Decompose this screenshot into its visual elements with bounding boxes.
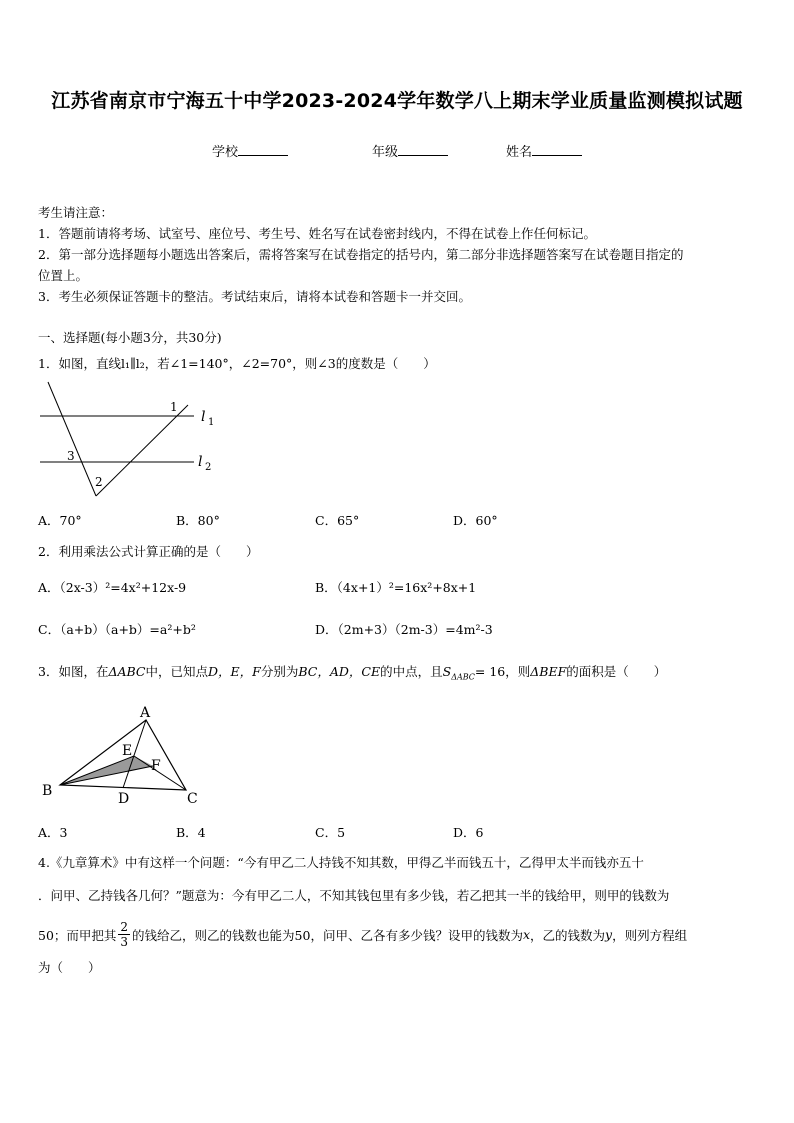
q4-line-3b: 的钱给乙，则乙的钱数也能为50，问甲、乙各有多少钱？设甲的钱数为 bbox=[132, 927, 523, 943]
q1-option-d[interactable]: D．60° bbox=[453, 513, 498, 528]
point-f-label: F bbox=[151, 758, 161, 774]
q2-option-b[interactable]: B．（4x+1）²=16x²+8x+1 bbox=[315, 580, 477, 595]
q4-line-3 bbox=[38, 920, 687, 949]
l2-sub: 2 bbox=[205, 462, 212, 473]
q2-option-c[interactable]: C．（a+b）（a+b）=a²+b² bbox=[38, 622, 196, 637]
angle-1-label: 1 bbox=[170, 400, 178, 414]
point-c-label: C bbox=[187, 791, 198, 807]
grade-field[interactable] bbox=[372, 141, 448, 160]
q3-text-6: 的面积是（ ） bbox=[566, 664, 667, 679]
q1-option-a[interactable]: A．70° bbox=[38, 513, 82, 528]
q3-segments: BC，AD，CE bbox=[298, 664, 381, 679]
q4-line-3d: ，则列方程组 bbox=[612, 927, 688, 943]
q3-text-4: 的中点，且 bbox=[380, 664, 443, 679]
transversal-left bbox=[48, 382, 96, 496]
q1-option-b[interactable]: B．80° bbox=[176, 513, 220, 528]
q3-area-value: = 16 bbox=[474, 664, 506, 679]
school-field[interactable] bbox=[212, 141, 288, 160]
q2-stem: 2．利用乘法公式计算正确的是（ ） bbox=[38, 544, 259, 559]
notice-item-2-cont: 位置上。 bbox=[38, 268, 89, 283]
q3-triangle-abc: ΔABC bbox=[108, 664, 146, 679]
q4-var-x: x bbox=[522, 927, 531, 942]
notice-item-2: 2．第一部分选择题每小题选出答案后，需将答案写在试卷指定的括号内，第二部分非选择题答案写在试卷题目指定的 bbox=[38, 247, 684, 262]
q3-option-a[interactable]: A．3 bbox=[38, 825, 68, 840]
name-label: 姓名 bbox=[506, 145, 533, 160]
q1-option-c[interactable]: C．65° bbox=[315, 513, 360, 528]
angle-2-label: 2 bbox=[95, 475, 103, 489]
point-d-label: D bbox=[118, 791, 130, 807]
l1-sub: 1 bbox=[208, 417, 215, 428]
q1-figure bbox=[36, 378, 226, 502]
name-field[interactable] bbox=[506, 141, 582, 160]
q4-line-4: 为（ ） bbox=[38, 960, 101, 975]
q3-text-1: 3．如图，在 bbox=[38, 664, 109, 679]
page-title: 江苏省南京市宁海五十中学2023-2024学年数学八上期末学业质量监测模拟试题 bbox=[51, 90, 743, 112]
fraction-denominator: 3 bbox=[120, 935, 129, 949]
q2-option-d[interactable]: D．（2m+3）（2m-3）=4m²-3 bbox=[315, 622, 493, 637]
l2-label: l bbox=[198, 454, 203, 470]
q3-option-c[interactable]: C．5 bbox=[315, 825, 346, 840]
point-b-label: B bbox=[42, 783, 53, 799]
q4-line-2: ．问甲、乙持钱各几何？”题意为：今有甲乙二人，不知其钱包里有多少钱，若乙把其一半的钱给甲，则甲的钱数为 bbox=[38, 888, 670, 903]
notice-item-1: 1．答题前请将考场、试室号、座位号、考生号、姓名写在试卷密封线内，不得在试卷上作任何标记。 bbox=[38, 226, 596, 241]
school-blank[interactable] bbox=[238, 143, 288, 156]
q4-var-y: y bbox=[605, 927, 613, 942]
angle-3-label: 3 bbox=[67, 449, 75, 463]
l1-label: l bbox=[201, 409, 206, 425]
q2-option-a[interactable]: A．（2x-3）²=4x²+12x-9 bbox=[38, 580, 187, 595]
q3-area-symbol: S bbox=[442, 664, 452, 679]
q1-stem: 1．如图，直线l₁∥l₂，若∠1=140°，∠2=70°，则∠3的度数是（ ） bbox=[38, 356, 436, 371]
grade-blank[interactable] bbox=[398, 143, 448, 156]
notice-heading: 考生请注意： bbox=[38, 205, 114, 220]
section-heading: 一、选择题(每小题3分，共30分) bbox=[38, 330, 222, 345]
point-a-label: A bbox=[140, 705, 151, 721]
triangle-bef-shaded bbox=[60, 756, 153, 785]
fraction-numerator: 2 bbox=[120, 920, 129, 934]
point-e-label: E bbox=[122, 743, 133, 759]
q3-points: D，E，F bbox=[208, 664, 261, 679]
grade-label: 年级 bbox=[372, 145, 399, 160]
fraction-two-thirds bbox=[118, 920, 130, 949]
q3-stem bbox=[38, 662, 666, 682]
transversal-right bbox=[96, 405, 188, 496]
q3-option-b[interactable]: B．4 bbox=[176, 825, 206, 840]
q3-area-sub: ΔABC bbox=[451, 672, 475, 682]
q3-figure bbox=[36, 700, 216, 812]
q3-text-2: 中，已知点 bbox=[145, 664, 209, 679]
notice-item-3: 3．考生必须保证答题卡的整洁。考试结束后，请将本试卷和答题卡一并交回。 bbox=[38, 289, 471, 304]
q4-line-3c: ，乙的钱数为 bbox=[530, 927, 606, 943]
q3-text-3: 分别为 bbox=[260, 664, 299, 679]
school-label: 学校 bbox=[212, 145, 239, 160]
q4-line-3a: 50；而甲把其 bbox=[38, 927, 117, 943]
q3-option-d[interactable]: D．6 bbox=[453, 825, 484, 840]
q3-text-5: ，则 bbox=[505, 664, 531, 679]
q3-triangle-bef: ΔBEF bbox=[530, 664, 567, 679]
q4-line-1: 4.《九章算术》中有这样一个问题：“今有甲乙二人持钱不知其数，甲得乙半而钱五十，乙得甲太半而钱亦五十 bbox=[38, 855, 644, 870]
name-blank[interactable] bbox=[532, 143, 582, 156]
